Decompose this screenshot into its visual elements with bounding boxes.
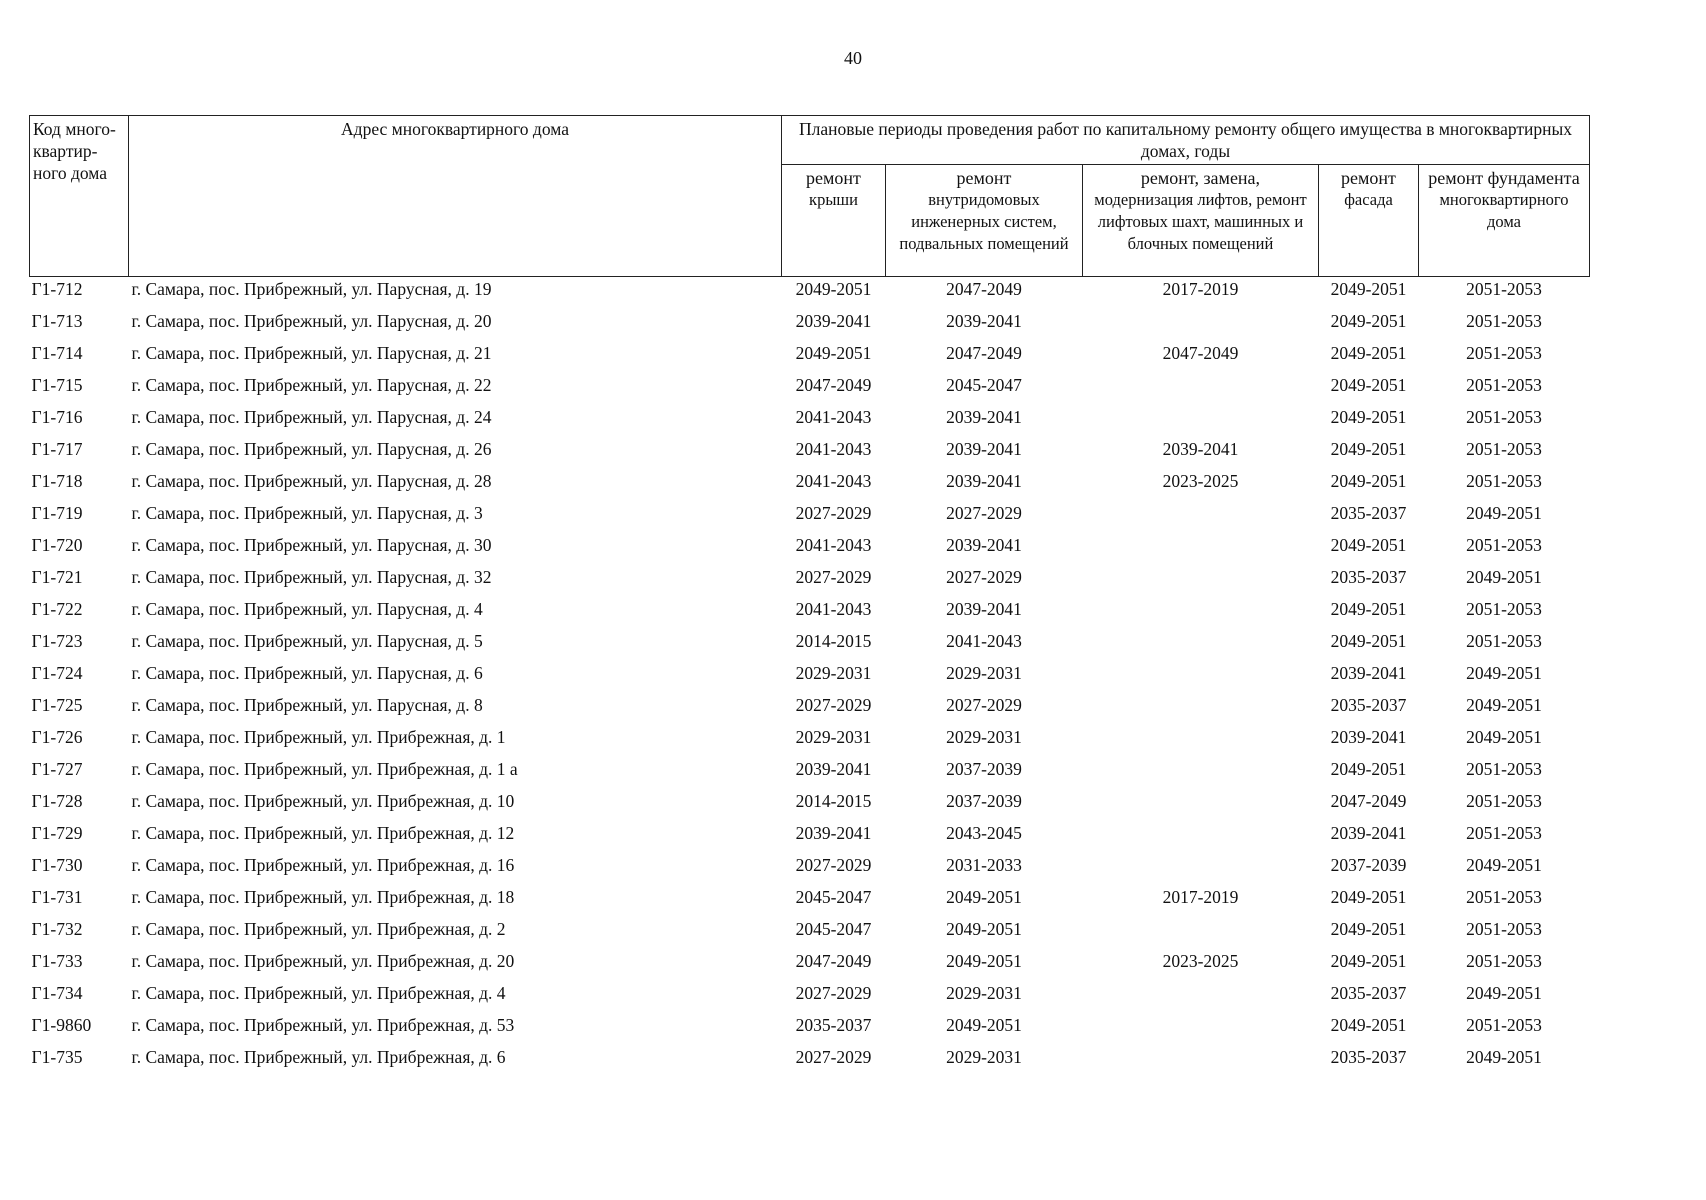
cell-address: г. Самара, пос. Прибрежный, ул. Парусная, д. 22: [131, 375, 492, 395]
header-roof-line1: ремонт: [806, 168, 861, 188]
cell-lifts: [1083, 405, 1319, 437]
cell-systems: 2049-2051: [946, 919, 1022, 939]
cell-code: Г1-715: [31, 375, 83, 395]
cell-foundation: 2051-2053: [1466, 407, 1542, 427]
cell-foundation: 2051-2053: [1466, 311, 1542, 331]
cell-foundation: 2051-2053: [1466, 471, 1542, 491]
cell-facade: 2049-2051: [1330, 407, 1407, 427]
table-row: [30, 565, 1590, 597]
cell-lifts: [1083, 309, 1319, 341]
cell-address: г. Самара, пос. Прибрежный, ул. Прибрежная, д. 4: [131, 983, 506, 1003]
header-facade-line2: фасада: [1344, 190, 1393, 209]
cell-facade: 2049-2051: [1330, 599, 1407, 619]
table-row: [30, 277, 1590, 310]
cell-facade: 2035-2037: [1330, 1047, 1407, 1067]
cell-address: г. Самара, пос. Прибрежный, ул. Прибрежная, д. 16: [131, 855, 515, 875]
cell-roof: 2029-2031: [795, 727, 872, 747]
cell-systems: 2027-2029: [946, 695, 1022, 715]
table-body: [30, 277, 1590, 1078]
cell-facade: 2037-2039: [1330, 855, 1407, 875]
cell-lifts: [1083, 373, 1319, 405]
cell-address: г. Самара, пос. Прибрежный, ул. Парусная, д. 32: [131, 567, 492, 587]
cell-systems: 2031-2033: [946, 855, 1022, 875]
table-row: [30, 661, 1590, 693]
cell-facade: 2035-2037: [1330, 983, 1407, 1003]
cell-foundation: 2051-2053: [1466, 535, 1542, 555]
cell-address: г. Самара, пос. Прибрежный, ул. Парусная, д. 24: [131, 407, 492, 427]
cell-lifts: 2047-2049: [1162, 343, 1239, 363]
table-row: [30, 341, 1590, 373]
cell-address: г. Самара, пос. Прибрежный, ул. Прибрежная, д. 1 а: [131, 759, 518, 779]
cell-facade: 2049-2051: [1330, 1015, 1407, 1035]
cell-roof: 2027-2029: [795, 695, 872, 715]
cell-systems: 2037-2039: [946, 791, 1022, 811]
cell-systems: 2039-2041: [946, 471, 1022, 491]
cell-roof: 2041-2043: [795, 535, 872, 555]
cell-roof: 2027-2029: [795, 567, 872, 587]
cell-address: г. Самара, пос. Прибрежный, ул. Прибрежная, д. 18: [131, 887, 515, 907]
cell-lifts: 2017-2019: [1162, 887, 1239, 907]
cell-facade: 2049-2051: [1330, 375, 1407, 395]
header-lifts-line1: ремонт, замена,: [1140, 168, 1261, 188]
cell-facade: 2049-2051: [1330, 279, 1407, 299]
cell-lifts: 2039-2041: [1162, 439, 1239, 459]
cell-roof: 2049-2051: [795, 279, 872, 299]
cell-lifts: [1083, 597, 1319, 629]
cell-roof: 2027-2029: [795, 503, 872, 523]
cell-address: г. Самара, пос. Прибрежный, ул. Парусная, д. 6: [131, 663, 483, 683]
cell-address: г. Самара, пос. Прибрежный, ул. Прибрежная, д. 2: [131, 919, 506, 939]
cell-foundation: 2049-2051: [1466, 727, 1542, 747]
cell-facade: 2035-2037: [1330, 503, 1407, 523]
cell-code: Г1-724: [31, 663, 83, 683]
cell-foundation: 2051-2053: [1466, 631, 1542, 651]
cell-foundation: 2051-2053: [1466, 1015, 1542, 1035]
cell-roof: 2047-2049: [795, 375, 872, 395]
table-row: [30, 693, 1590, 725]
cell-systems: 2039-2041: [946, 535, 1022, 555]
cell-roof: 2041-2043: [795, 439, 872, 459]
cell-roof: 2041-2043: [795, 407, 872, 427]
cell-systems: 2029-2031: [946, 1047, 1022, 1067]
cell-roof: 2049-2051: [795, 343, 872, 363]
header-foundation: [1419, 165, 1590, 277]
table-row: [30, 853, 1590, 885]
table-row: [30, 533, 1590, 565]
cell-foundation: 2049-2051: [1466, 503, 1542, 523]
cell-foundation: 2051-2053: [1466, 343, 1542, 363]
cell-foundation: 2051-2053: [1466, 439, 1542, 459]
cell-address: г. Самара, пос. Прибрежный, ул. Парусная, д. 5: [131, 631, 483, 651]
cell-systems: 2049-2051: [946, 1015, 1022, 1035]
header-roof: [782, 165, 886, 277]
table-row: [30, 981, 1590, 1013]
cell-code: Г1-723: [31, 631, 83, 651]
cell-roof: 2027-2029: [795, 1047, 872, 1067]
table-row: [30, 1013, 1590, 1045]
cell-systems: 2029-2031: [946, 663, 1022, 683]
cell-code: Г1-712: [31, 279, 83, 299]
schedule-table-container: [29, 115, 1590, 1077]
cell-code: Г1-731: [31, 887, 83, 907]
table-row: [30, 309, 1590, 341]
cell-systems: 2047-2049: [946, 343, 1022, 363]
header-periods: Плановые периоды проведения работ по капитальному ремонту общего имущества в многоквартирных домах, годы: [782, 116, 1590, 165]
cell-address: г. Самара, пос. Прибрежный, ул. Парусная, д. 28: [131, 471, 492, 491]
cell-lifts: [1083, 501, 1319, 533]
cell-foundation: 2051-2053: [1466, 823, 1542, 843]
cell-code: Г1-734: [31, 983, 83, 1003]
cell-foundation: 2051-2053: [1466, 375, 1542, 395]
cell-code: Г1-729: [31, 823, 83, 843]
cell-facade: 2035-2037: [1330, 695, 1407, 715]
header-facade-line1: ремонт: [1341, 168, 1396, 188]
cell-lifts: [1083, 789, 1319, 821]
cell-lifts: [1083, 565, 1319, 597]
table-row: [30, 789, 1590, 821]
cell-lifts: 2023-2025: [1162, 471, 1239, 491]
cell-roof: 2029-2031: [795, 663, 872, 683]
cell-lifts: [1083, 693, 1319, 725]
cell-facade: 2049-2051: [1330, 535, 1407, 555]
cell-foundation: 2051-2053: [1466, 279, 1542, 299]
cell-code: Г1-727: [31, 759, 83, 779]
cell-facade: 2049-2051: [1330, 887, 1407, 907]
cell-code: Г1-728: [31, 791, 83, 811]
cell-foundation: 2049-2051: [1466, 1047, 1542, 1067]
cell-code: Г1-721: [31, 567, 83, 587]
cell-lifts: [1083, 917, 1319, 949]
cell-roof: 2047-2049: [795, 951, 872, 971]
cell-lifts: [1083, 1045, 1319, 1077]
cell-facade: 2049-2051: [1330, 439, 1407, 459]
table-header: [30, 116, 1590, 277]
cell-address: г. Самара, пос. Прибрежный, ул. Прибрежная, д. 53: [131, 1015, 515, 1035]
header-foundation-line1: ремонт фундамента: [1428, 168, 1580, 188]
cell-roof: 2027-2029: [795, 855, 872, 875]
header-systems-line2: внутридомовых инженерных систем, подвальных помещений: [899, 190, 1069, 253]
header-systems-line1: ремонт: [956, 168, 1012, 188]
cell-code: Г1-722: [31, 599, 83, 619]
cell-lifts: [1083, 757, 1319, 789]
cell-code: Г1-725: [31, 695, 83, 715]
cell-code: Г1-714: [31, 343, 83, 363]
header-code: Код много-квартир-ного дома: [30, 116, 129, 277]
cell-facade: 2049-2051: [1330, 343, 1407, 363]
cell-facade: 2049-2051: [1330, 919, 1407, 939]
cell-facade: 2049-2051: [1330, 471, 1407, 491]
cell-systems: 2037-2039: [946, 759, 1022, 779]
cell-address: г. Самара, пос. Прибрежный, ул. Парусная, д. 26: [131, 439, 492, 459]
cell-code: Г1-732: [31, 919, 83, 939]
cell-systems: 2027-2029: [946, 503, 1022, 523]
cell-facade: 2035-2037: [1330, 567, 1407, 587]
cell-roof: 2045-2047: [795, 887, 872, 907]
cell-roof: 2041-2043: [795, 471, 872, 491]
cell-systems: 2043-2045: [946, 823, 1022, 843]
cell-lifts: [1083, 1013, 1319, 1045]
cell-roof: 2027-2029: [795, 983, 872, 1003]
cell-facade: 2049-2051: [1330, 311, 1407, 331]
cell-foundation: 2049-2051: [1466, 663, 1542, 683]
cell-roof: 2039-2041: [795, 311, 872, 331]
cell-foundation: 2049-2051: [1466, 983, 1542, 1003]
cell-roof: 2014-2015: [795, 631, 872, 651]
cell-foundation: 2049-2051: [1466, 567, 1542, 587]
cell-systems: 2045-2047: [946, 375, 1022, 395]
cell-code: Г1-718: [31, 471, 83, 491]
cell-foundation: 2051-2053: [1466, 599, 1542, 619]
header-lifts: [1083, 165, 1319, 277]
cell-address: г. Самара, пос. Прибрежный, ул. Прибрежная, д. 20: [131, 951, 515, 971]
cell-address: г. Самара, пос. Прибрежный, ул. Прибрежная, д. 12: [131, 823, 515, 843]
cell-code: Г1-726: [31, 727, 83, 747]
header-lifts-line2: модернизация лифтов, ремонт лифтовых шахт, машинных и блочных помещений: [1094, 190, 1307, 253]
table-row: [30, 373, 1590, 405]
cell-code: Г1-716: [31, 407, 83, 427]
cell-code: Г1-9860: [31, 1015, 92, 1035]
table-row: [30, 917, 1590, 949]
cell-lifts: [1083, 821, 1319, 853]
cell-roof: 2045-2047: [795, 919, 872, 939]
cell-lifts: [1083, 981, 1319, 1013]
header-systems: [886, 165, 1083, 277]
cell-address: г. Самара, пос. Прибрежный, ул. Парусная, д. 20: [131, 311, 492, 331]
cell-foundation: 2051-2053: [1466, 759, 1542, 779]
cell-lifts: [1083, 725, 1319, 757]
cell-facade: 2049-2051: [1330, 631, 1407, 651]
cell-address: г. Самара, пос. Прибрежный, ул. Прибрежная, д. 6: [131, 1047, 506, 1067]
cell-address: г. Самара, пос. Прибрежный, ул. Парусная, д. 4: [131, 599, 483, 619]
cell-systems: 2049-2051: [946, 951, 1022, 971]
cell-code: Г1-733: [31, 951, 83, 971]
table-row: [30, 501, 1590, 533]
table-row: [30, 437, 1590, 469]
cell-facade: 2047-2049: [1330, 791, 1407, 811]
cell-systems: 2039-2041: [946, 599, 1022, 619]
cell-code: Г1-720: [31, 535, 83, 555]
cell-roof: 2039-2041: [795, 759, 872, 779]
cell-lifts: [1083, 533, 1319, 565]
cell-facade: 2039-2041: [1330, 727, 1407, 747]
cell-systems: 2047-2049: [946, 279, 1022, 299]
cell-address: г. Самара, пос. Прибрежный, ул. Парусная, д. 21: [131, 343, 492, 363]
table-row: [30, 597, 1590, 629]
cell-address: г. Самара, пос. Прибрежный, ул. Парусная, д. 3: [131, 503, 483, 523]
cell-lifts: [1083, 629, 1319, 661]
cell-address: г. Самара, пос. Прибрежный, ул. Парусная, д. 8: [131, 695, 483, 715]
cell-foundation: 2051-2053: [1466, 887, 1542, 907]
page-number: 40: [844, 48, 862, 68]
cell-systems: 2049-2051: [946, 887, 1022, 907]
cell-lifts: 2023-2025: [1162, 951, 1239, 971]
cell-address: г. Самара, пос. Прибрежный, ул. Прибрежная, д. 1: [131, 727, 506, 747]
cell-code: Г1-713: [31, 311, 83, 331]
table-row: [30, 405, 1590, 437]
cell-foundation: 2051-2053: [1466, 951, 1542, 971]
header-address: Адрес многоквартирного дома: [129, 116, 782, 277]
table-row: [30, 1045, 1590, 1077]
cell-foundation: 2049-2051: [1466, 695, 1542, 715]
cell-address: г. Самара, пос. Прибрежный, ул. Парусная, д. 30: [131, 535, 492, 555]
cell-address: г. Самара, пос. Прибрежный, ул. Парусная, д. 19: [131, 279, 492, 299]
cell-lifts: [1083, 661, 1319, 693]
table-row: [30, 885, 1590, 917]
cell-facade: 2049-2051: [1330, 951, 1407, 971]
table-row: [30, 949, 1590, 981]
cell-systems: 2027-2029: [946, 567, 1022, 587]
cell-lifts: 2017-2019: [1162, 279, 1239, 299]
cell-foundation: 2051-2053: [1466, 919, 1542, 939]
cell-code: Г1-719: [31, 503, 83, 523]
table-row: [30, 469, 1590, 501]
header-facade: [1319, 165, 1419, 277]
cell-lifts: [1083, 853, 1319, 885]
cell-code: Г1-735: [31, 1047, 83, 1067]
cell-systems: 2029-2031: [946, 727, 1022, 747]
cell-systems: 2039-2041: [946, 311, 1022, 331]
header-foundation-line2: многоквартирного дома: [1439, 190, 1569, 231]
cell-facade: 2039-2041: [1330, 663, 1407, 683]
cell-systems: 2039-2041: [946, 439, 1022, 459]
cell-systems: 2039-2041: [946, 407, 1022, 427]
cell-roof: 2041-2043: [795, 599, 872, 619]
cell-code: Г1-717: [31, 439, 83, 459]
cell-facade: 2049-2051: [1330, 759, 1407, 779]
cell-roof: 2035-2037: [795, 1015, 872, 1035]
cell-facade: 2039-2041: [1330, 823, 1407, 843]
cell-systems: 2029-2031: [946, 983, 1022, 1003]
repair-schedule-table: [29, 115, 1590, 1077]
table-row: [30, 629, 1590, 661]
cell-foundation: 2049-2051: [1466, 855, 1542, 875]
cell-code: Г1-730: [31, 855, 83, 875]
cell-roof: 2014-2015: [795, 791, 872, 811]
cell-foundation: 2051-2053: [1466, 791, 1542, 811]
table-row: [30, 725, 1590, 757]
header-roof-line2: крыши: [809, 190, 858, 209]
table-row: [30, 757, 1590, 789]
table-row: [30, 821, 1590, 853]
cell-address: г. Самара, пос. Прибрежный, ул. Прибрежная, д. 10: [131, 791, 515, 811]
cell-systems: 2041-2043: [946, 631, 1022, 651]
cell-roof: 2039-2041: [795, 823, 872, 843]
